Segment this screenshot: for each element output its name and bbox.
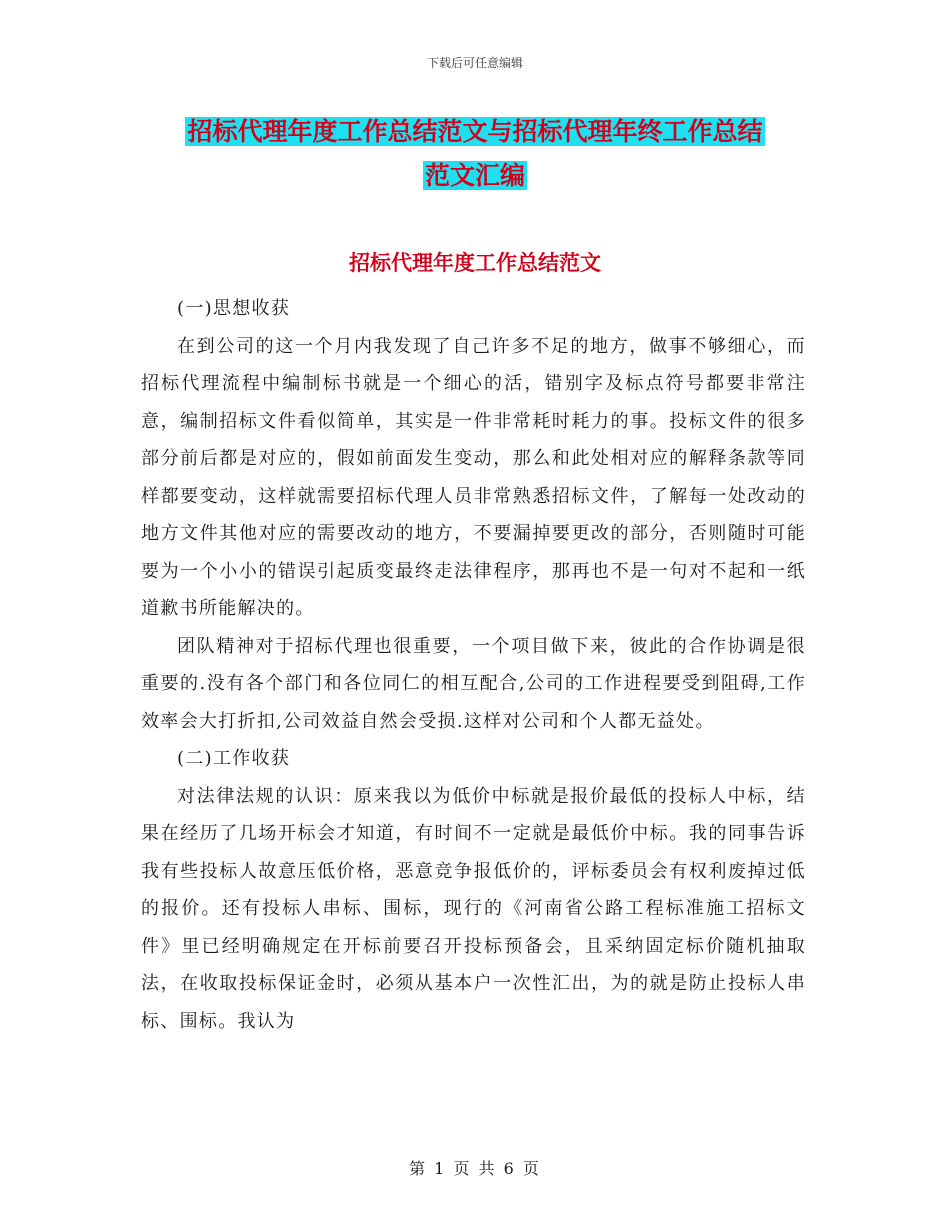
subheading-thoughts: (一)思想收获	[177, 298, 291, 319]
paragraph: 在到公司的这一个月内我发现了自己许多不足的地方，做事不够细心，而招标代理流程中编制标书就是一个细心的活，错别字及标点符号都要非常注意，编制招标文件看似简单，其实是一件非常耗时耗力的事。投标文件的很多部分前后都是对应的，假如前面发生变动，那么和此处相对应的解释条款等同样都要变动，这样就需要招标代理人员非常熟悉招标文件，了解每一处改动的地方文件其他对应的需要改动的地方，不要漏掉要更改的部分，否则随时可能要为一个小小的错误引起质变最终走法律程序，那再也不是一句对不起和一纸道歉书所能解决的。	[141, 335, 806, 619]
subheading-work: (二)工作收获	[177, 748, 291, 769]
body-text	[141, 290, 806, 1040]
section-title: 招标代理年度工作总结范文	[349, 250, 601, 275]
paragraph: 团队精神对于招标代理也很重要，一个项目做下来，彼此的合作协调是很重要的.没有各个部门和各位同仁的相互配合,公司的工作进程要受到阻碍,工作效率会大打折扣,公司效益自然会受损.这样对公司和个人都无益处。	[141, 635, 806, 732]
document-title-line-2: 范文汇编	[424, 161, 525, 190]
document-title-line-1: 招标代理年度工作总结范文与招标代理年终工作总结	[187, 117, 763, 146]
document-title	[150, 110, 800, 198]
paragraph: 对法律法规的认识：原来我以为低价中标就是报价最低的投标人中标，结果在经历了几场开标会才知道，有时间不一定就是最低价中标。我的同事告诉我有些投标人故意压低价格，恶意竞争报低价的，评标委员会有权利废掉过低的报价。还有投标人串标、围标，现行的《河南省公路工程标准施工招标文件》里已经明确规定在开标前要召开投标预备会，且采纳固定标价随机抽取法，在收取投标保证金时，必须从基本户一次性汇出，为的就是防止投标人串标、围标。我认为	[141, 785, 806, 1032]
page-footer: 第 1 页 共 6 页	[409, 1159, 541, 1178]
header-note: 下载后可任意编辑	[426, 56, 523, 70]
